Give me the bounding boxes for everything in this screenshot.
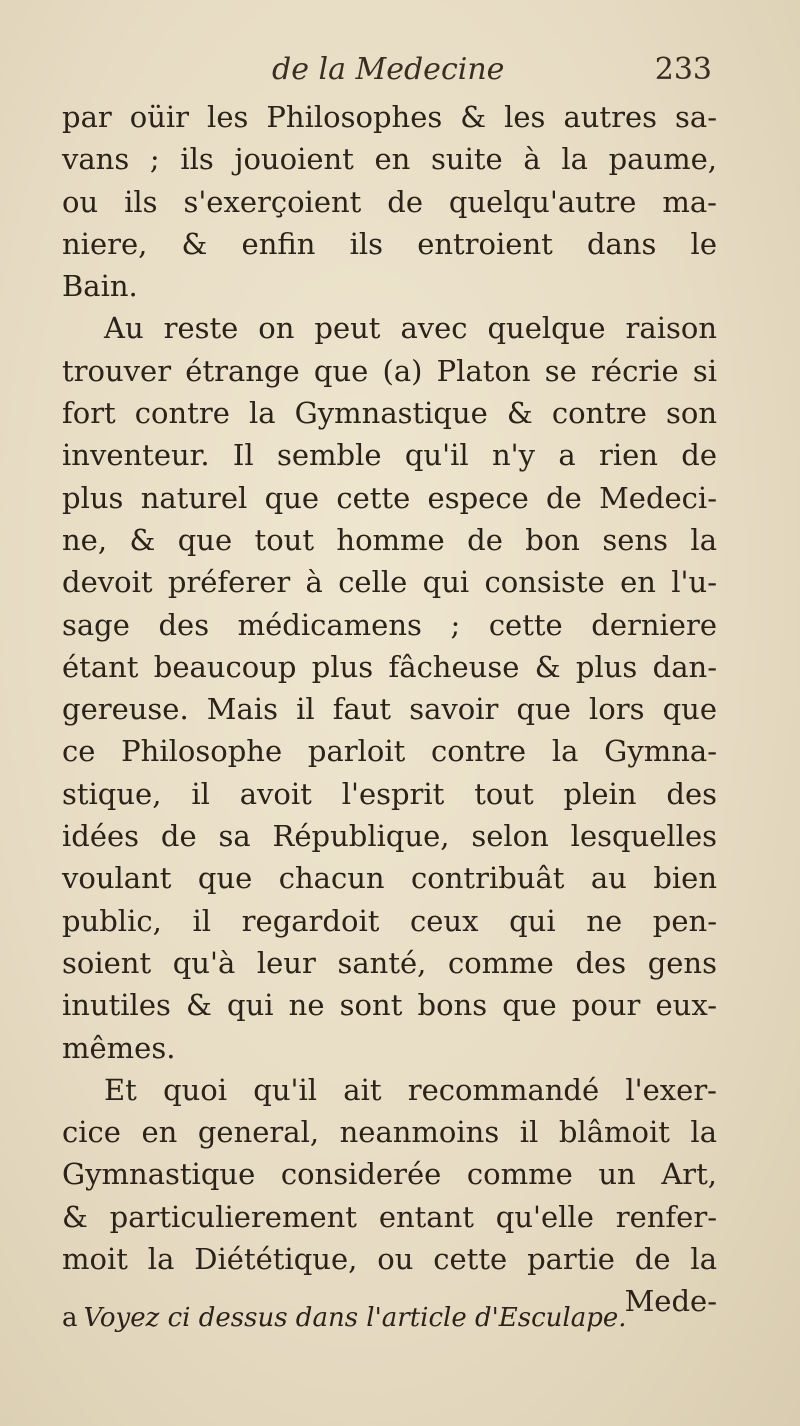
running-head bbox=[62, 52, 712, 92]
text-line: gereuse. Mais il faut savoir que lors que bbox=[62, 692, 717, 727]
text-line: ne, & que tout homme de bon sens la bbox=[62, 522, 717, 557]
text-line: mêmes. bbox=[62, 1030, 176, 1065]
text-line: soient qu'à leur santé, comme des gens bbox=[62, 945, 717, 980]
text-line: vans ; ils jouoient en suite à la paume, bbox=[62, 142, 717, 177]
text-line: cice en general, neanmoins il blâmoit la bbox=[62, 1115, 717, 1150]
text-line: sage des médicamens ; cette derniere bbox=[62, 607, 717, 642]
text-line: moit la Diététique, ou cette partie de la bbox=[62, 1242, 717, 1277]
footnote-mark: a bbox=[62, 1303, 78, 1333]
footnote bbox=[62, 1298, 717, 1338]
text-line: Gymnastique considerée comme un Art, bbox=[62, 1157, 717, 1192]
text-line: étant beaucoup plus fâcheuse & plus dan- bbox=[62, 649, 717, 684]
text-line: inutiles & qui ne sont bons que pour eux- bbox=[62, 988, 717, 1023]
text-line: voulant que chacun contribuât au bien bbox=[62, 861, 717, 896]
text-line: Au reste on peut avec quelque raison bbox=[104, 311, 717, 346]
text-line: niere, & enfin ils entroient dans le bbox=[62, 226, 717, 261]
body-text bbox=[62, 96, 717, 1323]
text-line: par oüir les Philosophes & les autres sa- bbox=[62, 100, 717, 134]
text-line: Bain. bbox=[62, 269, 138, 304]
text-line: inventeur. Il semble qu'il n'y a rien de bbox=[62, 438, 717, 473]
text-line: ce Philosophe parloit contre la Gymna- bbox=[62, 734, 717, 769]
text-line: trouver étrange que (a) Platon se récrie si bbox=[62, 353, 717, 388]
footnote-text: Voyez ci dessus dans l'article d'Esculape. bbox=[83, 1303, 627, 1333]
page-number: 233 bbox=[654, 52, 712, 87]
text-line: public, il regardoit ceux qui ne pen- bbox=[62, 903, 717, 938]
text-line: & particulierement entant qu'elle renfer- bbox=[62, 1199, 717, 1234]
text-line: ou ils s'exerçoient de quelqu'autre ma- bbox=[62, 184, 717, 219]
text-line: plus naturel que cette espece de Medeci- bbox=[62, 480, 717, 515]
text-line: Et quoi qu'il ait recommandé l'exer- bbox=[104, 1072, 717, 1107]
text-line: stique, il avoit l'esprit tout plein des bbox=[62, 776, 717, 811]
catchword: Mede- bbox=[624, 1284, 717, 1319]
text-line: idées de sa République, selon lesquelles bbox=[62, 819, 717, 854]
text-line: devoit préferer à celle qui consiste en l'u- bbox=[62, 565, 717, 600]
text-line: fort contre la Gymnastique & contre son bbox=[62, 396, 717, 431]
running-title: de la Medecine bbox=[272, 52, 505, 87]
